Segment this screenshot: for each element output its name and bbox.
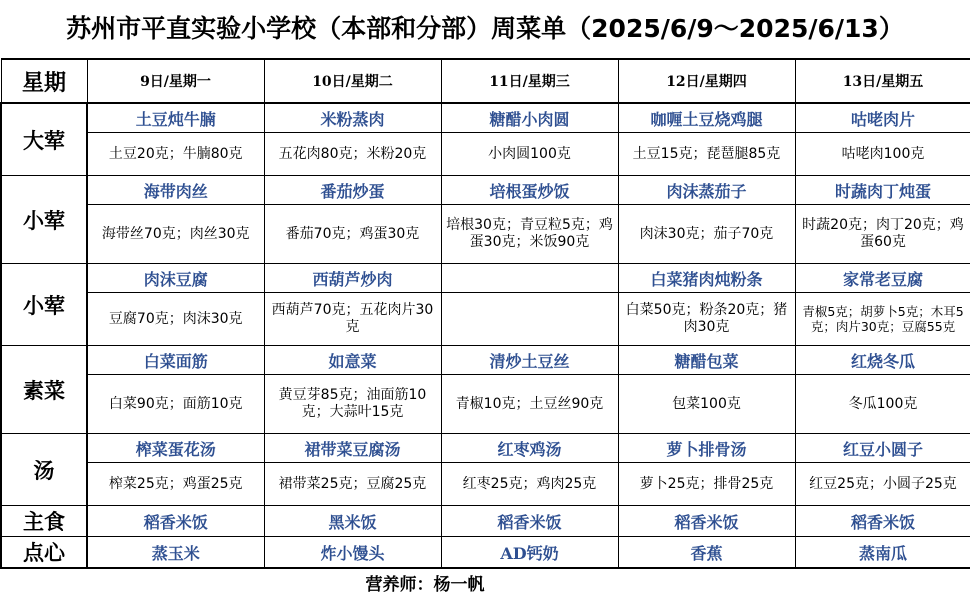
ingredient-text: 咕咾肉100克 <box>795 133 970 176</box>
dish-name: 时蔬肉丁炖蛋 <box>795 176 970 205</box>
dish-name: 肉沫蒸茄子 <box>618 176 795 205</box>
dahun-ingredient-row <box>1 133 970 176</box>
dish-name: 海带肉丝 <box>87 176 264 205</box>
dish-name: 糖醋小肉圆 <box>441 103 618 133</box>
ingredient-text: 豆腐70克；肉沫30克 <box>87 293 264 346</box>
zhushi-row <box>1 506 970 537</box>
ingredient-text: 土豆20克；牛腩80克 <box>87 133 264 176</box>
tang-dish-row <box>1 434 970 463</box>
dish-name: 稻香米饭 <box>87 506 264 537</box>
category-header: 星期 <box>1 59 87 103</box>
day-header-thu: 12日/星期四 <box>618 59 795 103</box>
ingredient-text: 冬瓜100克 <box>795 375 970 434</box>
nutritionist-name: 杨一帆 <box>433 575 485 595</box>
dish-name: 蒸南瓜 <box>795 537 970 569</box>
ingredient-text: 海带丝70克；肉丝30克 <box>87 205 264 264</box>
ingredient-text: 肉沫30克；茄子70克 <box>618 205 795 264</box>
ingredient-text: 培根30克；青豆粒5克；鸡蛋30克；米饭90克 <box>441 205 618 264</box>
dish-name: 白菜面筋 <box>87 346 264 375</box>
dish-name: 稻香米饭 <box>441 506 618 537</box>
page-title: 苏州市平直实验小学校（本部和分部）周菜单（2025/6/9～2025/6/13） <box>66 14 904 43</box>
dish-name: 咕咾肉片 <box>795 103 970 133</box>
dish-name: 糖醋包菜 <box>618 346 795 375</box>
day-header-mon: 9日/星期一 <box>87 59 264 103</box>
dish-name: 西葫芦炒肉 <box>264 264 441 293</box>
dish-name: AD钙奶 <box>441 537 618 569</box>
dish-name: 萝卜排骨汤 <box>618 434 795 463</box>
day-header-fri: 13日/星期五 <box>795 59 970 103</box>
dish-name: 黑米饭 <box>264 506 441 537</box>
dish-name: 蒸玉米 <box>87 537 264 569</box>
ingredient-text: 包菜100克 <box>618 375 795 434</box>
dish-name: 红豆小圆子 <box>795 434 970 463</box>
dish-name: 咖喱土豆烧鸡腿 <box>618 103 795 133</box>
dish-name: 培根蛋炒饭 <box>441 176 618 205</box>
table-header-row <box>1 59 970 103</box>
dish-name: 炸小馒头 <box>264 537 441 569</box>
day-header-wed: 11日/星期三 <box>441 59 618 103</box>
ingredient-text: 番茄70克；鸡蛋30克 <box>264 205 441 264</box>
ingredient-text <box>441 293 618 346</box>
category-zhushi: 主食 <box>1 506 87 537</box>
dish-name <box>441 264 618 293</box>
dish-name: 裙带菜豆腐汤 <box>264 434 441 463</box>
ingredient-text: 红枣25克；鸡肉25克 <box>441 463 618 506</box>
tang-ingredient-row <box>1 463 970 506</box>
category-sucai: 素菜 <box>1 346 87 434</box>
dish-name: 红枣鸡汤 <box>441 434 618 463</box>
dish-name: 红烧冬瓜 <box>795 346 970 375</box>
category-dianxin: 点心 <box>1 537 87 569</box>
ingredient-text: 五花肉80克；米粉20克 <box>264 133 441 176</box>
ingredient-text: 时蔬20克；肉丁20克；鸡蛋60克 <box>795 205 970 264</box>
day-header-tue: 10日/星期二 <box>264 59 441 103</box>
dish-name: 如意菜 <box>264 346 441 375</box>
menu-table <box>0 58 970 569</box>
nutritionist-credit <box>366 571 485 600</box>
ingredient-text: 白菜50克；粉条20克；猪肉30克 <box>618 293 795 346</box>
xiaohun2-ingredient-row <box>1 293 970 346</box>
footer <box>0 571 970 600</box>
ingredient-text: 青椒10克；土豆丝90克 <box>441 375 618 434</box>
dish-name: 肉沫豆腐 <box>87 264 264 293</box>
dish-name: 香蕉 <box>618 537 795 569</box>
dish-name: 榨菜蛋花汤 <box>87 434 264 463</box>
sucai-dish-row <box>1 346 970 375</box>
category-xiaohun-2: 小荤 <box>1 264 87 346</box>
category-tang: 汤 <box>1 434 87 506</box>
dish-name: 米粉蒸肉 <box>264 103 441 133</box>
ingredient-text: 白菜90克；面筋10克 <box>87 375 264 434</box>
ingredient-text: 萝卜25克；排骨25克 <box>618 463 795 506</box>
ingredient-text: 青椒5克；胡萝卜5克；木耳5克；肉片30克；豆腐55克 <box>795 293 970 346</box>
dish-name: 土豆炖牛腩 <box>87 103 264 133</box>
xiaohun1-ingredient-row <box>1 205 970 264</box>
ingredient-text: 黄豆芽85克；油面筋10克；大蒜叶15克 <box>264 375 441 434</box>
category-dahun: 大荤 <box>1 103 87 176</box>
ingredient-text: 土豆15克；琵琶腿85克 <box>618 133 795 176</box>
dianxin-row <box>1 537 970 569</box>
ingredient-text: 西葫芦70克；五花肉片30克 <box>264 293 441 346</box>
dahun-dish-row <box>1 103 970 133</box>
category-xiaohun-1: 小荤 <box>1 176 87 264</box>
dish-name: 清炒土豆丝 <box>441 346 618 375</box>
dish-name: 番茄炒蛋 <box>264 176 441 205</box>
sucai-ingredient-row <box>1 375 970 434</box>
ingredient-text: 红豆25克；小圆子25克 <box>795 463 970 506</box>
ingredient-text: 裙带菜25克；豆腐25克 <box>264 463 441 506</box>
xiaohun2-dish-row <box>1 264 970 293</box>
dish-name: 稻香米饭 <box>795 506 970 537</box>
dish-name: 白菜猪肉炖粉条 <box>618 264 795 293</box>
ingredient-text: 小肉圆100克 <box>441 133 618 176</box>
ingredient-text: 榨菜25克；鸡蛋25克 <box>87 463 264 506</box>
nutritionist-label: 营养师： <box>365 575 434 595</box>
dish-name: 稻香米饭 <box>618 506 795 537</box>
dish-name: 家常老豆腐 <box>795 264 970 293</box>
xiaohun1-dish-row <box>1 176 970 205</box>
